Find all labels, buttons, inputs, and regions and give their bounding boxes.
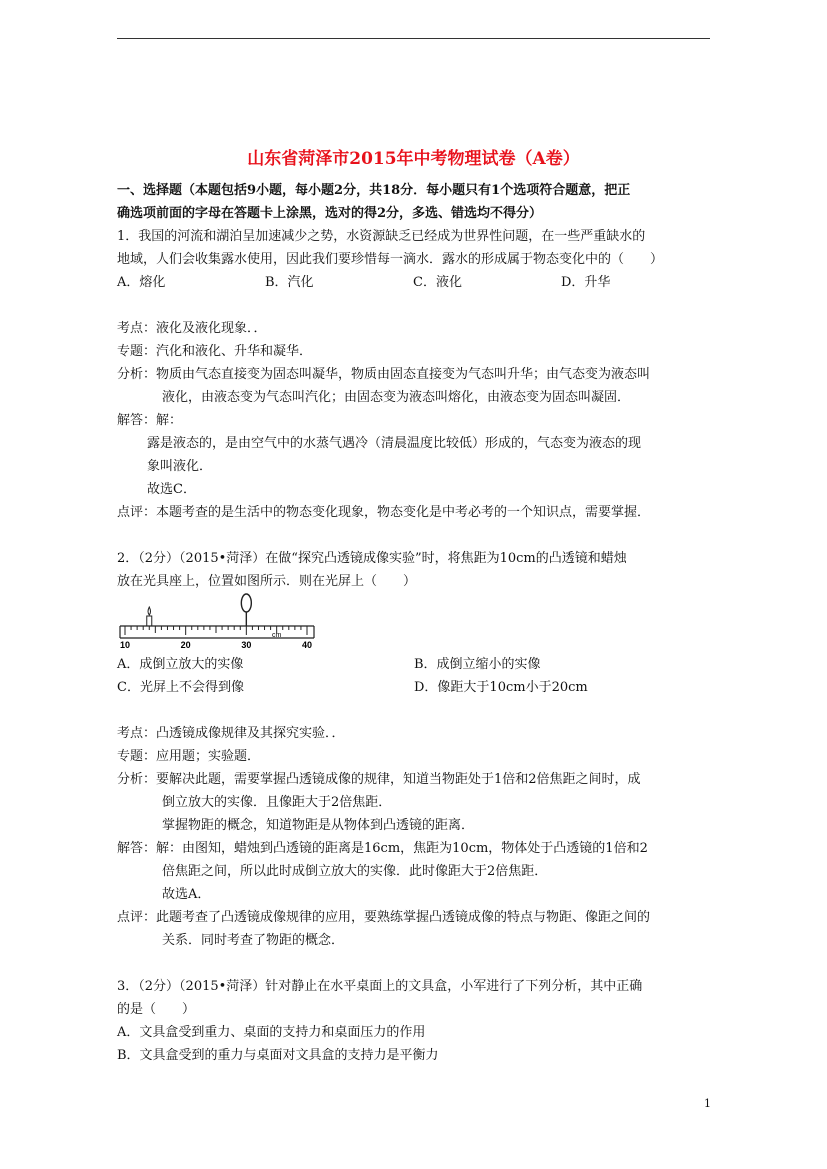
q1-options xyxy=(117,271,712,294)
q1-stem-line-1: 1．我国的河流和湖泊呈加速减少之势，水资源缺乏已经成为世界性问题，在一些严重缺水的 xyxy=(117,229,646,244)
q2-analysis-line-1: 分析：要解决此题，需要掌握凸透镜成像的规律，知道当物距处于1倍和2倍焦距之间时，成 xyxy=(117,772,641,787)
q2-option-d: D．像距大于10cm小于20cm xyxy=(414,680,588,695)
q1-choice: 故选C． xyxy=(147,482,196,497)
q2-comment-line-2: 关系．同时考查了物距的概念． xyxy=(162,933,345,948)
q1-option-d: D．升华 xyxy=(561,275,611,290)
section-heading-line-1: 一、选择题（本题包括9小题，每小题2分，共18分．每小题只有1个选项符合题意，把正 xyxy=(117,183,631,198)
q1-analysis-line-1: 分析：物质由气态直接变为固态叫凝华，物质由固态直接变为气态叫升华；由气态变为液态叫 xyxy=(117,367,651,382)
ruler-label-20: 20 xyxy=(180,640,191,650)
q1-zhuanti: 专题：汽化和液化、升华和凝华． xyxy=(117,344,313,359)
q1-option-b: B．汽化 xyxy=(265,275,314,290)
optical-bench-svg xyxy=(117,593,317,653)
q3-option-b: B．文具盒受到的重力与桌面对文具盒的支持力是平衡力 xyxy=(117,1048,439,1063)
ruler-label-30: 30 xyxy=(241,640,252,650)
q2-option-b: B．成倒立缩小的实像 xyxy=(414,657,541,672)
q2-answer-line-2: 倍焦距之间，所以此时成倒立放大的实像．此时像距大于2倍焦距． xyxy=(162,864,548,879)
ruler-label-40: 40 xyxy=(301,640,313,650)
q1-comment: 点评：本题考查的是生活中的物态变化现象，物态变化是中考必考的一个知识点，需要掌握． xyxy=(117,505,651,520)
header-rule xyxy=(117,38,710,39)
section-heading-line-2: 确选项前面的字母在答题卡上涂黑，选对的得2分，多选、错选均不得分） xyxy=(117,206,543,221)
q2-analysis-line-3: 掌握物距的概念，知道物距是从物体到凸透镜的距离． xyxy=(162,818,475,833)
optical-bench-figure xyxy=(117,593,712,653)
convex-lens xyxy=(241,594,251,626)
q1-stem-line-2: 地域，人们会收集露水使用，因此我们要珍惜每一滴水．露水的形成属于物态变化中的（ ） xyxy=(117,252,664,267)
q3-stem-line-2: 的是（ ） xyxy=(117,1002,196,1017)
candle-flame xyxy=(148,607,151,615)
exam-title: 山东省菏泽市2015年中考物理试卷（A卷） xyxy=(247,149,580,169)
q2-kaodian: 考点：凸透镜成像规律及其探究实验．． xyxy=(117,726,345,741)
ruler-unit-label: cm xyxy=(271,632,282,639)
ruler-label-10: 10 xyxy=(119,640,131,650)
q2-stem-line-2: 放在光具座上，位置如图所示．则在光屏上（ ） xyxy=(117,574,417,589)
q2-comment-line-1: 点评：此题考查了凸透镜成像规律的应用，要熟练掌握凸透镜成像的特点与物距、像距之间的 xyxy=(117,910,651,925)
q2-options-row-1 xyxy=(117,653,712,676)
page-number: 1 xyxy=(704,1097,711,1110)
q2-zhuanti: 专题：应用题；实验题． xyxy=(117,749,261,764)
q2-option-a: A．成倒立放大的实像 xyxy=(117,657,244,672)
q2-options-row-2 xyxy=(117,676,712,699)
q2-stem-line-1: 2．（2分）（2015•菏泽）在做“探究凸透镜成像实验”时，将焦距为10cm的凸透镜和蜡烛 xyxy=(117,551,627,566)
candle-body xyxy=(147,616,152,626)
q2-choice: 故选A． xyxy=(162,887,211,902)
q1-answer-line-1: 露是液态的，是由空气中的水蒸气遇冷（清晨温度比较低）形成的，气态变为液态的现 xyxy=(147,436,642,451)
q1-answer-label: 解答：解： xyxy=(117,413,183,428)
q2-answer-line-1: 解答：解：由图知，蜡烛到凸透镜的距离是16cm，焦距为10cm，物体处于凸透镜的1倍和2 xyxy=(117,841,648,856)
exam-content xyxy=(117,179,712,1067)
q1-option-c: C．液化 xyxy=(413,275,462,290)
q1-answer-line-2: 象叫液化． xyxy=(147,459,213,474)
q2-option-c: C．光屏上不会得到像 xyxy=(117,680,244,695)
lens-shape xyxy=(241,594,251,612)
q1-kaodian: 考点：液化及液化现象．． xyxy=(117,321,267,336)
candle xyxy=(147,607,152,626)
q1-option-a: A．熔化 xyxy=(117,275,166,290)
q1-analysis-line-2: 液化，由液态变为气态叫汽化；由固态变为液态叫熔化，由液态变为固态叫凝固． xyxy=(162,390,631,405)
q3-option-a: A．文具盒受到重力、桌面的支持力和桌面压力的作用 xyxy=(117,1025,426,1040)
q2-analysis-line-2: 倒立放大的实像．且像距大于2倍焦距． xyxy=(162,795,392,810)
q3-stem-line-1: 3．（2分）（2015•菏泽）针对静止在水平桌面上的文具盒，小军进行了下列分析，其中正确 xyxy=(117,979,643,994)
